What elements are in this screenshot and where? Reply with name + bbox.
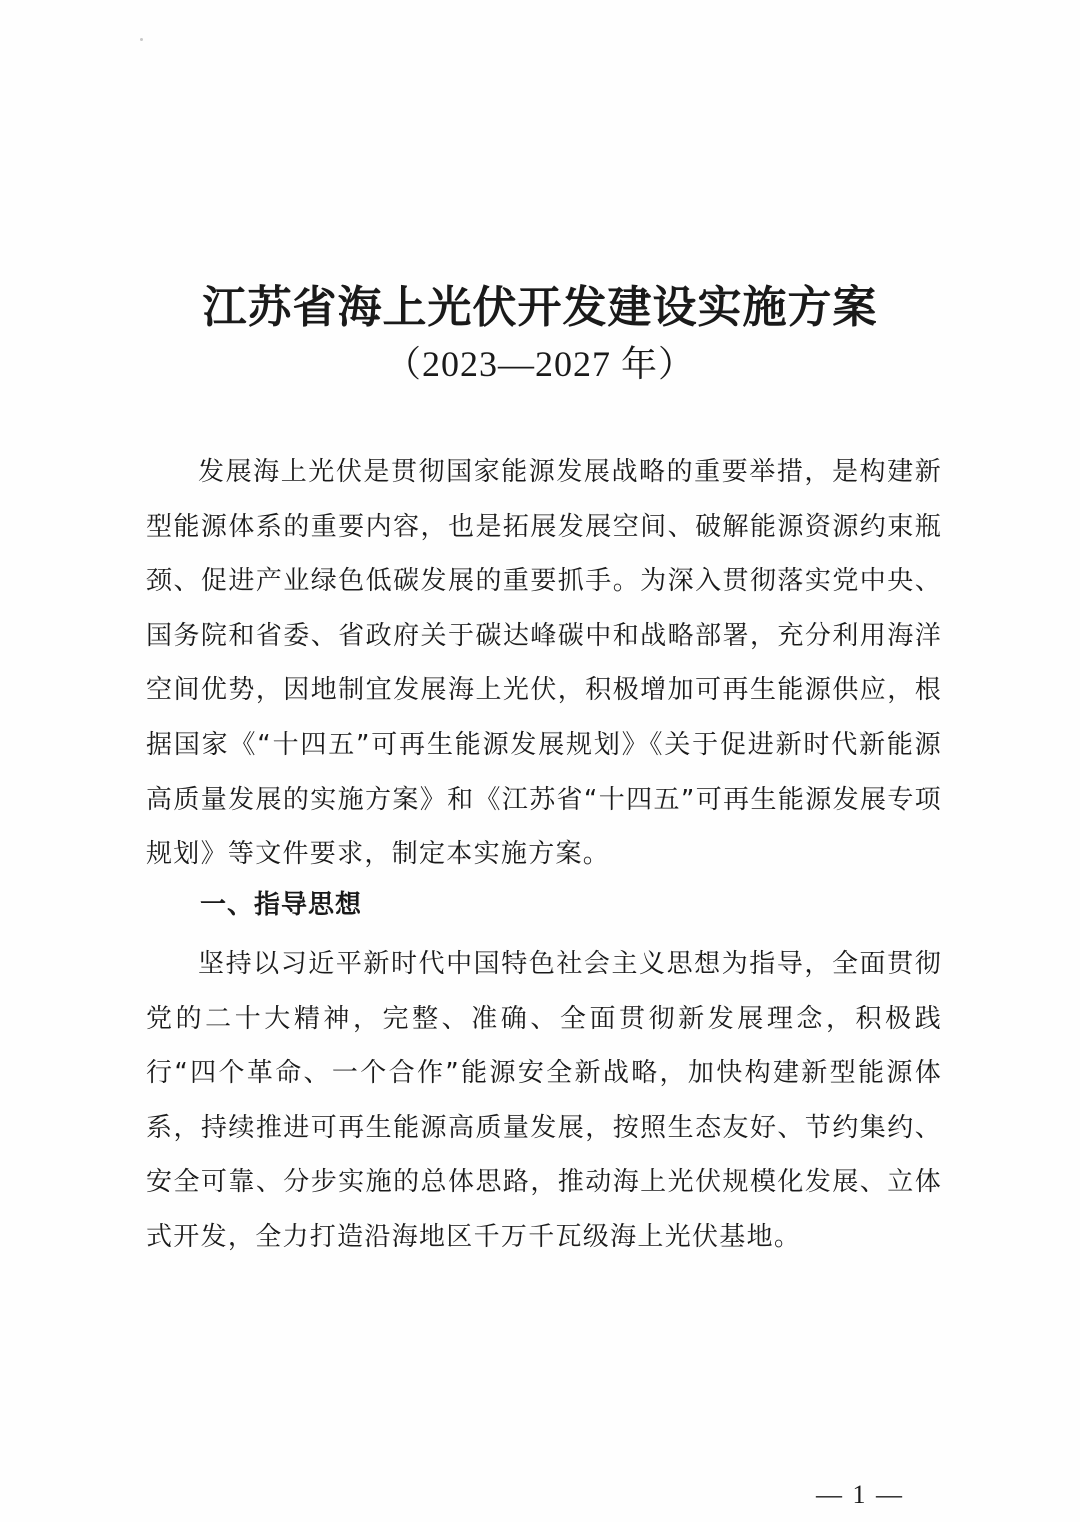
document-subtitle: （2023—2027 年）	[384, 344, 695, 384]
section-paragraph: 坚持以习近平新时代中国特色社会主义思想为指导，全面贯彻党的二十大精神，完整、准确、全面贯彻新发展理念，积极践行“四个革命、一个合作”能源安全新战略，加快构建新型能源体系，持续推进可再生能源高质量发展，按照生态友好、节约集约、安全可靠、分步实施的总体思路，推动海上光伏规模化发展、立体式开发，全力打造沿海地区千万千瓦级海上光伏基地。	[146, 949, 942, 1252]
document-title: 江苏省海上光伏开发建设实施方案	[202, 282, 878, 333]
intro-paragraph: 发展海上光伏是贯彻国家能源发展战略的重要举措，是构建新型能源体系的重要内容，也是拓展发展空间、破解能源资源约束瓶颈、促进产业绿色低碳发展的重要抓手。为深入贯彻落实党中央、国务院和省委、省政府关于碳达峰碳中和战略部署，充分利用海洋空间优势，因地制宜发展海上光伏，积极增加可再生能源供应，根据国家《“十四五”可再生能源发展规划》《关于促进新时代新能源高质量发展的实施方案》和《江苏省“十四五”可再生能源发展专项规划》等文件要求，制定本实施方案。	[146, 457, 942, 870]
section-heading: 一、指导思想	[200, 890, 363, 920]
scan-dot	[140, 38, 143, 41]
page-number: — 1 —	[816, 1480, 904, 1509]
